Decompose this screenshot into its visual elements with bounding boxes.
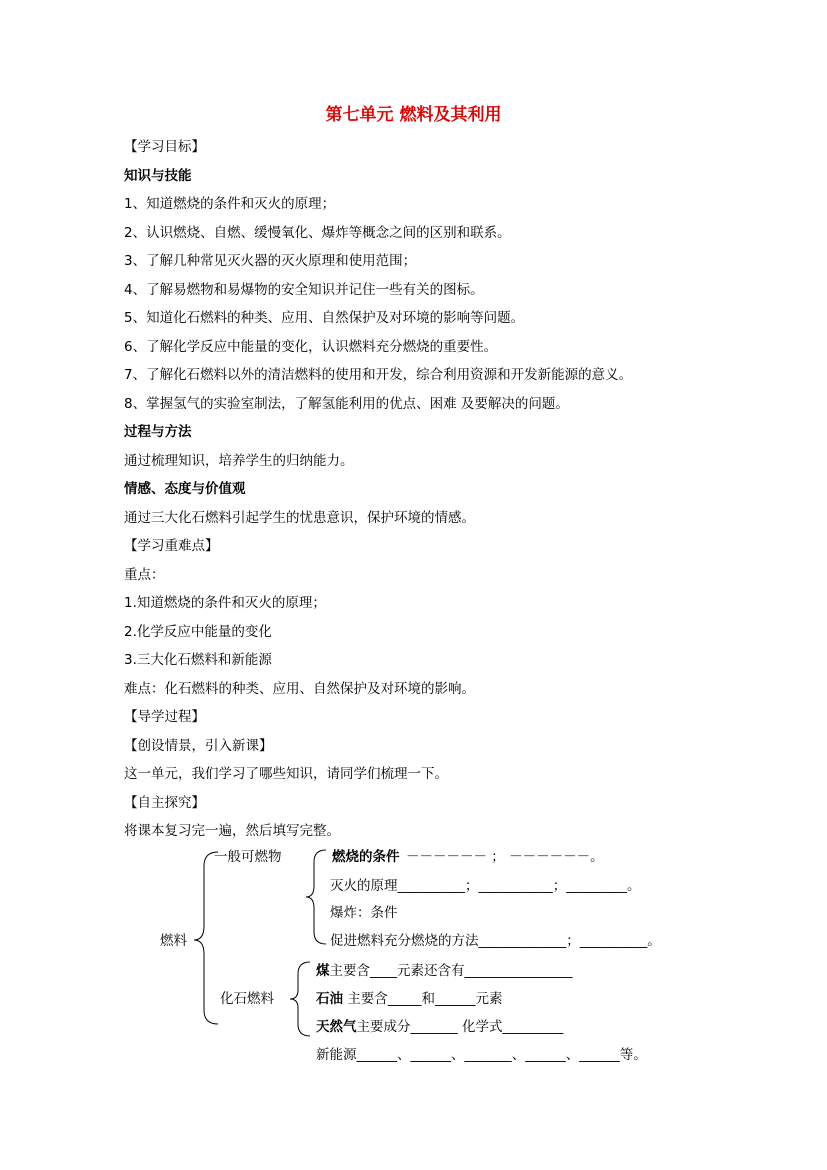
text-line: 1、知道燃烧的条件和灭火的原理；: [124, 196, 336, 212]
text-line: 将课本复习完一遍，然后填写完整。: [124, 823, 340, 839]
explosion-line: 爆炸：条件: [330, 905, 398, 921]
oil-line: [316, 990, 503, 1008]
text-line: 这一单元，我们学习了哪些知识，请同学们梳理一下。: [124, 766, 448, 782]
text-line: 6、了解化学反应中能量的变化，认识燃料充分燃烧的重要性。: [124, 338, 498, 355]
oil-label: 石油: [316, 991, 343, 1007]
text-line: 2、认识燃烧、自燃、缓慢氧化、爆炸等概念之间的区别和联系。: [124, 224, 511, 241]
text-line: 3.三大化石燃料和新能源: [124, 652, 272, 668]
section-heading: 知识与技能: [124, 167, 192, 184]
text-line: 5、知道化石燃料的种类、应用、自然保护及对环境的影响等问题。: [124, 310, 525, 326]
section-heading: 情感、态度与价值观: [124, 481, 246, 497]
text-line: 4、了解易燃物和易爆物的安全知识并记住一些有关的图标。: [124, 281, 484, 298]
text-line: 1.知道燃烧的条件和灭火的原理；: [124, 595, 326, 611]
fossil-label: 化石燃料: [220, 991, 274, 1007]
text-line: 【学习目标】: [124, 139, 205, 155]
text-line: 重点：: [124, 566, 165, 583]
text-line: 2.化学反应中能量的变化: [124, 623, 272, 640]
combust-blank: －－－－－－ ； －－－－－－。: [406, 849, 604, 865]
extinguish-line: 灭火的原理__________；___________；_________。: [330, 878, 641, 894]
text-line: 【创设情景，引入新课】: [124, 737, 273, 754]
text-line: 【学习重难点】: [124, 538, 219, 554]
oil-text: 主要含_____和______元素: [343, 991, 503, 1007]
root-brace: [194, 852, 218, 1024]
gas-label: 天然气: [316, 1019, 357, 1035]
text-line: 通过梳理知识，培养学生的归纳能力。: [124, 452, 354, 469]
coal-line: [316, 962, 573, 980]
coal-label: 煤: [316, 963, 330, 979]
coal-text: 主要含____元素还含有________________: [329, 963, 573, 979]
general-brace: [306, 850, 326, 944]
text-line: 3、了解几种常见灭火器的灭火原理和使用范围；: [124, 253, 417, 269]
gas-text: 主要成分_______ 化学式_________: [356, 1019, 564, 1035]
section-heading: 过程与方法: [124, 424, 192, 440]
new-energy-line: 新能源______、______、_______、______、______等。: [316, 1047, 647, 1063]
root-label: 燃料: [160, 933, 187, 949]
gas-line: [316, 1018, 563, 1036]
promote-line: 促进燃料充分燃烧的方法_____________；__________。: [330, 933, 661, 949]
combust-label: 燃烧的条件: [332, 849, 400, 865]
general-label: 一般可燃物: [214, 849, 282, 865]
text-line: 难点：化石燃料的种类、应用、自然保护及对环境的影响。: [124, 680, 475, 697]
fossil-brace: [290, 962, 310, 1036]
text-line: 8、掌握氢气的实验室制法，了解氢能利用的优点、困难 及要解决的问题。: [124, 395, 569, 412]
text-line: 【导学过程】: [124, 709, 205, 725]
page-title: 第七单元 燃料及其利用: [325, 105, 502, 125]
text-line: 通过三大化石燃料引起学生的忧患意识，保护环境的情感。: [124, 509, 475, 526]
text-line: 7、了解化石燃料以外的清洁燃料的使用和开发，综合利用资源和开发新能源的意义。: [124, 367, 633, 383]
text-line: 【自主探究】: [124, 794, 205, 811]
